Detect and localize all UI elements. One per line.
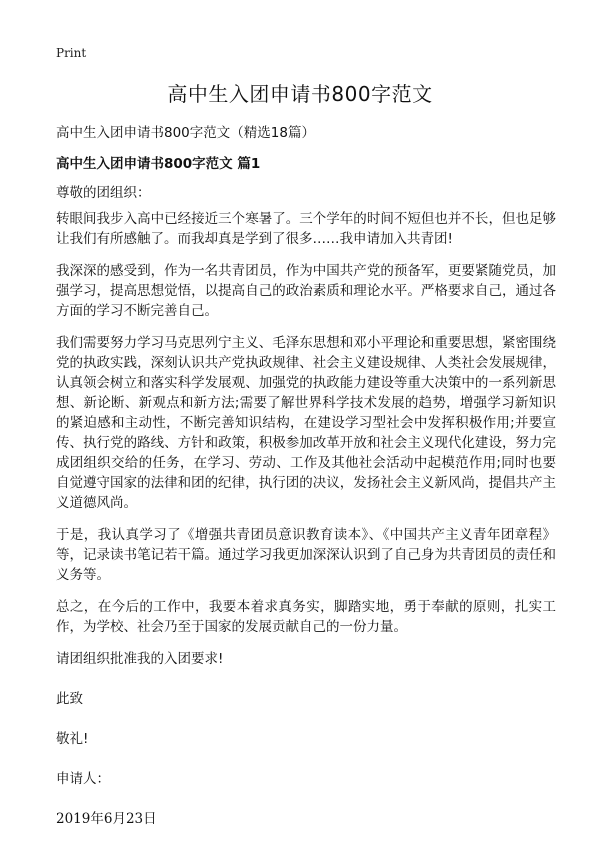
- paragraph: 总之，在今后的工作中，我要本着求真务实，脚踏实地，勇于奉献的原则，扎实工作，为学校、社会乃至于国家的发展贡献自己的一份力量。: [56, 599, 556, 635]
- document-title: 高中生入团申请书800字范文: [167, 82, 433, 106]
- paragraph: 我深深的感受到，作为一名共青团员，作为中国共产党的预备军，更要紧随党员，加强学习，提高思想觉悟，以提高自己的政治素质和理论水平。严格要求自己，通过各方面的学习不断完善自己。: [56, 263, 556, 319]
- applicant-label: 申请人：: [56, 771, 110, 787]
- print-link[interactable]: Print: [56, 46, 87, 60]
- date: 2019年6月23日: [56, 811, 157, 827]
- paragraph: 我们需要努力学习马克思列宁主义、毛泽东思想和邓小平理论和重要思想，紧密围绕党的执政实践，深刻认识共产党执政规律、社会主义建设规律、人类社会发展规律，认真领会树立和落实科学发展观、加强党的执政能力建设等重大决策中的一系列新思想、新论断、新观点和新方法;需要了解世界科学技术发展的趋势，增强学习新知识的紧迫感和主动性，不断完善知识结构，在建设学习型社会中发挥积极作用;并要宣传、执行党的路线、方针和政策，积极参加改革开放和社会主义现代化建设，努力完成团组织交给的任务，在学习、劳动、工作及其他社会活动中起模范作用;同时也要自觉遵守国家的法律和团的纪律，执行团的决议，发扬社会主义新风尚，提倡共产主义道德风尚。: [56, 335, 556, 511]
- document-subtitle: 高中生入团申请书800字范文（精选18篇）: [56, 125, 315, 141]
- letter-body: [56, 209, 556, 849]
- paragraph: 于是，我认真学习了《增强共青团员意识教育读本》、《中国共产主义青年团章程》等，记录读书笔记若干篇。通过学习我更加深深认识到了自己身为共青团员的责任和义务等。: [56, 527, 556, 583]
- section-heading: 高中生入团申请书800字范文 篇1: [56, 156, 261, 172]
- closing-salutation: 此致: [56, 691, 83, 707]
- greeting: 尊敬的团组织：: [56, 185, 151, 201]
- paragraph: 转眼间我步入高中已经接近三个寒暑了。三个学年的时间不短但也并不长，但也足够让我们有所感触了。而我却真是学到了很多……我申请加入共青团!: [56, 211, 556, 247]
- closing-regards: 敬礼!: [56, 731, 89, 747]
- request-line: 请团组织批准我的入团要求!: [56, 651, 224, 667]
